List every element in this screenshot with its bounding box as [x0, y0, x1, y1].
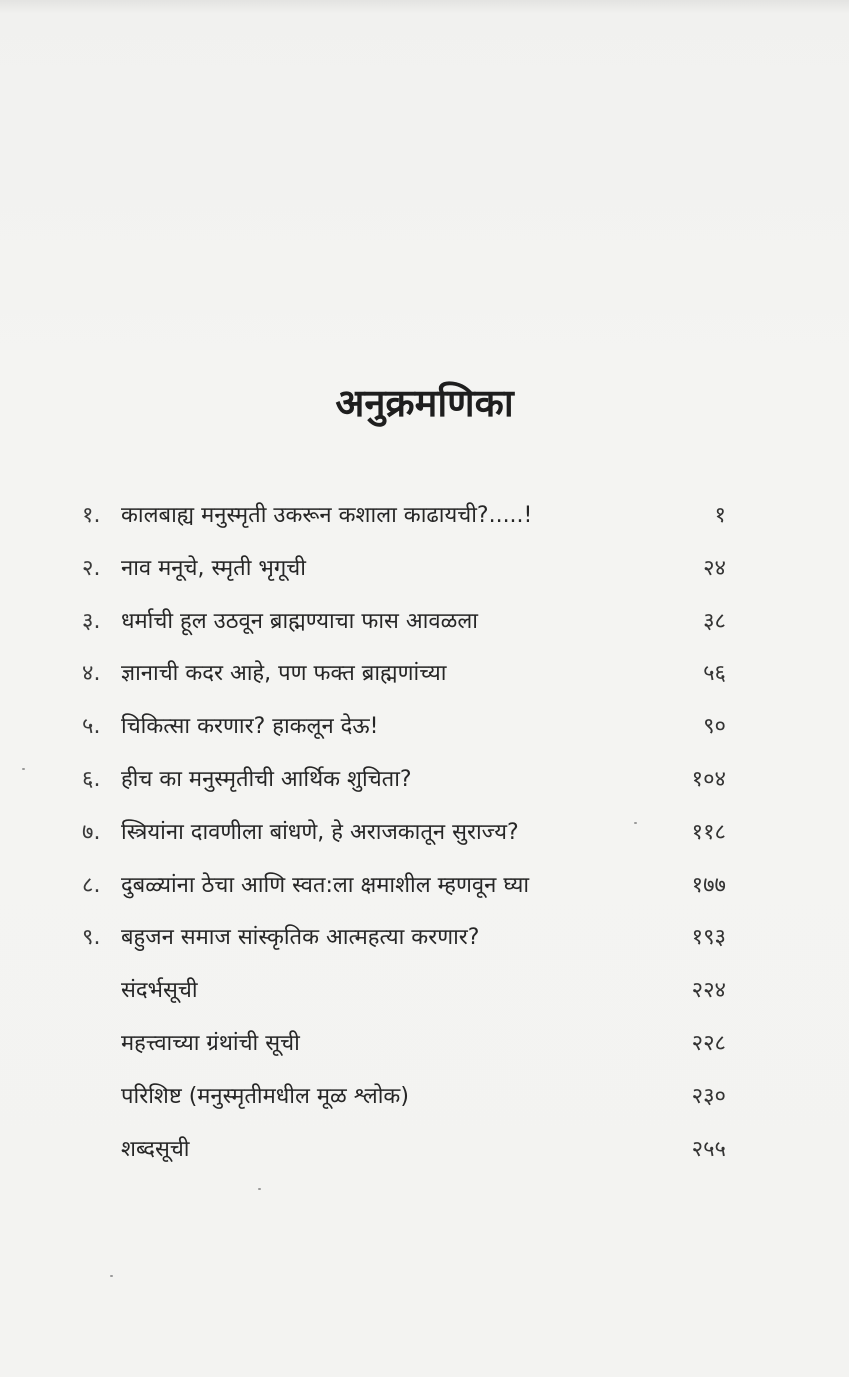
toc-entry	[76, 807, 726, 860]
paper-speck	[110, 1275, 113, 1277]
toc-entry-title: परिशिष्ट (मनुस्मृतीमधील मूळ श्लोक)	[121, 1083, 409, 1109]
toc-entry-page: १	[714, 503, 726, 528]
toc-entry	[76, 596, 726, 649]
toc-entry-title: नाव मनूचे, स्मृती भृगूची	[121, 555, 306, 581]
toc-entry	[76, 965, 726, 1018]
paper-speck	[258, 1188, 261, 1190]
toc-entry-page: २५५	[691, 1136, 726, 1162]
toc-entry-page: ५६	[703, 661, 726, 687]
toc-entry-number: १.	[82, 503, 101, 528]
toc-entry-number: ४.	[82, 661, 101, 687]
toc-entry	[76, 860, 726, 913]
page-title: अनुक्रमणिका	[335, 381, 514, 425]
toc-entry-number: ७.	[82, 819, 101, 845]
page-edge-shadow	[0, 0, 849, 14]
toc-entry-number: ६.	[82, 766, 101, 792]
toc-entry-title: धर्माची हूल उठवून ब्राह्मण्याचा फास आवळला	[121, 608, 478, 634]
toc-entry-page: २३०	[691, 1083, 726, 1109]
toc-entry	[76, 648, 726, 701]
toc-entry-number: २.	[82, 555, 101, 581]
paper-speck	[22, 768, 25, 770]
toc-entry	[76, 1071, 726, 1124]
toc-entry	[76, 1018, 726, 1071]
toc-entry-title: ज्ञानाची कदर आहे, पण फक्त ब्राह्मणांच्या	[121, 661, 447, 687]
toc-entry-page: १७७	[691, 872, 726, 898]
toc-entry-page: १९३	[691, 925, 726, 951]
toc-entry	[76, 490, 726, 543]
toc-entry	[76, 1124, 726, 1177]
toc-entry-number: ८.	[82, 872, 101, 898]
toc-entry-title: दुबळ्यांना ठेचा आणि स्वत:ला क्षमाशील म्हणवून घ्या	[121, 872, 530, 898]
toc-entry-page: ९०	[703, 714, 726, 740]
toc-entry-title: स्त्रियांना दावणीला बांधणे, हे अराजकातून सुराज्य?	[121, 819, 519, 845]
toc-entry-page: १०४	[691, 766, 726, 792]
toc-entry-page: २२८	[691, 1030, 726, 1056]
toc-entry-title: चिकित्सा करणार? हाकलून देऊ!	[121, 714, 379, 740]
toc-entry-title: महत्त्वाच्या ग्रंथांची सूची	[121, 1030, 300, 1056]
toc-entry	[76, 912, 726, 965]
table-of-contents	[76, 490, 726, 1176]
toc-entry-page: ३८	[703, 608, 726, 634]
toc-entry-title: बहुजन समाज सांस्कृतिक आत्महत्या करणार?	[121, 925, 480, 951]
toc-entry-title: संदर्भसूची	[121, 978, 198, 1004]
toc-entry-title: कालबाह्य मनुस्मृती उकरून कशाला काढायची?.....!	[121, 503, 533, 528]
toc-entry-title: हीच का मनुस्मृतीची आर्थिक शुचिता?	[121, 766, 412, 792]
toc-entry-number: ९.	[82, 925, 101, 951]
paper-speck	[634, 822, 637, 824]
toc-entry	[76, 754, 726, 807]
toc-entry	[76, 543, 726, 596]
toc-entry	[76, 701, 726, 754]
toc-entry-title: शब्दसूची	[121, 1136, 190, 1162]
toc-entry-page: २४	[703, 555, 726, 581]
toc-entry-page: ११८	[691, 819, 726, 845]
toc-entry-number: ३.	[82, 608, 101, 634]
toc-entry-number: ५.	[82, 714, 101, 740]
toc-entry-page: २२४	[691, 978, 726, 1004]
